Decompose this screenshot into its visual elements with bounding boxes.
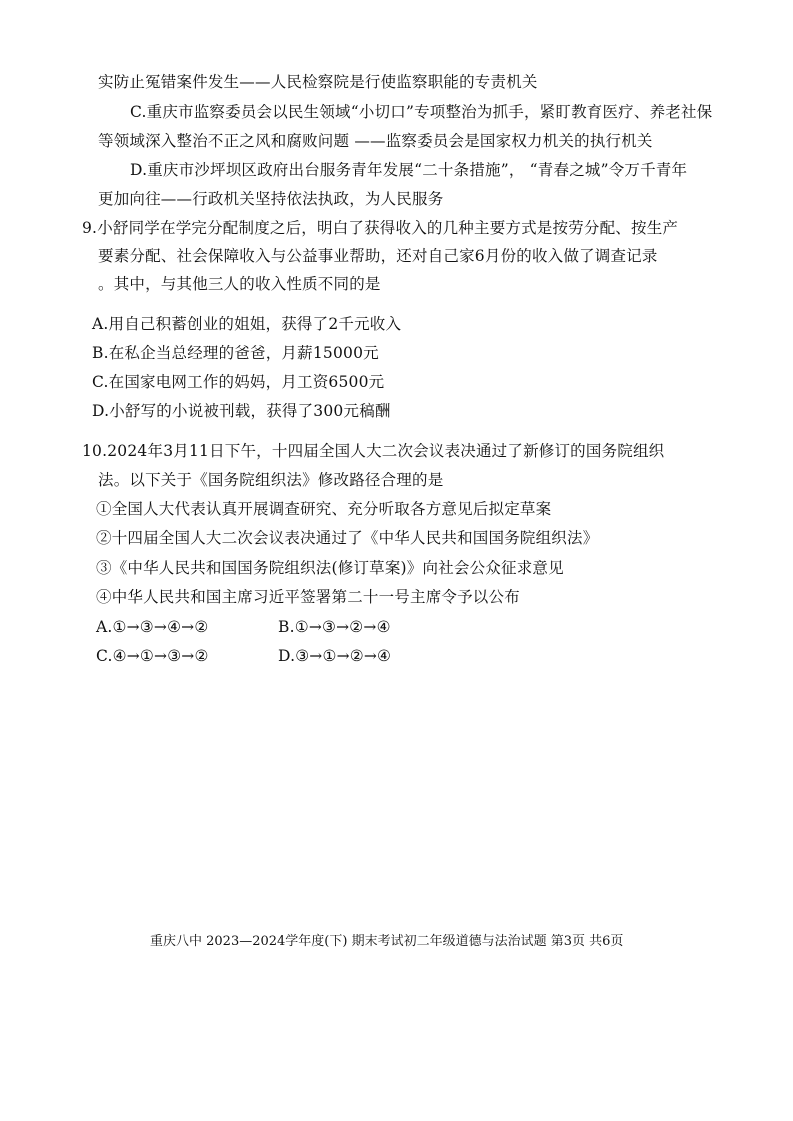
q10-option-c: C.④→①→③→② xyxy=(96,647,209,665)
q10-item-3: ③《中华人民共和国国务院组织法(修订草案)》向社会公众征求意见 xyxy=(96,559,564,577)
q9-option-b: B.在私企当总经理的爸爸，月薪15000元 xyxy=(92,344,379,362)
q8-option-c-line1: C.重庆市监察委员会以民生领域“小切口”专项整治为抓手，紧盯教育医疗、养老社保 xyxy=(130,103,713,121)
q9-stem-line1: 9.小舒同学在学完分配制度之后，明白了获得收入的几种主要方式是按劳分配、按生产 xyxy=(82,219,679,237)
q9-option-c: C.在国家电网工作的妈妈，月工资6500元 xyxy=(92,373,385,391)
q8-option-d-line2: 更加向往——行政机关坚持依法执政，为人民服务 xyxy=(98,190,444,208)
q10-stem-line1: 10.2024年3月11日下午，十四届全国人大二次会议表决通过了新修订的国务院组织 xyxy=(82,442,665,460)
q10-option-d: D.③→①→②→④ xyxy=(278,647,392,665)
q10-option-a: A.①→③→④→② xyxy=(96,618,209,636)
q10-stem-line2: 法。以下关于《国务院组织法》修改路径合理的是 xyxy=(98,471,444,489)
page-footer: 重庆八中 2023—2024学年度(下) 期末考试初二年级道德与法治试题 第3页 共6页 xyxy=(150,934,624,949)
q10-item-2: ②十四届全国人大二次会议表决通过了《中华人民共和国国务院组织法》 xyxy=(96,529,599,547)
q9-option-a: A.用自己积蓄创业的姐姐，获得了2千元收入 xyxy=(92,315,402,333)
q9-stem-line3: 。其中，与其他三人的收入性质不同的是 xyxy=(98,275,381,293)
q9-stem-line2: 要素分配、社会保障收入与公益事业帮助，还对自己家6月份的收入做了调查记录 xyxy=(98,247,658,265)
q8-option-b-line2: 实防止冤错案件发生——人民检察院是行使监察职能的专责机关 xyxy=(98,73,538,91)
q10-item-4: ④中华人民共和国主席习近平签署第二十一号主席令予以公布 xyxy=(96,588,520,606)
q10-option-b: B.①→③→②→④ xyxy=(278,618,391,636)
q8-option-d-line1: D.重庆市沙坪坝区政府出台服务青年发展“二十条措施”， “青春之城”令万千青年 xyxy=(130,161,688,179)
q8-option-c-line2: 等领域深入整治不正之风和腐败问题 ——监察委员会是国家权力机关的执行机关 xyxy=(98,132,653,150)
q10-item-1: ①全国人大代表认真开展调查研究、充分听取各方意见后拟定草案 xyxy=(96,500,552,518)
q9-option-d: D.小舒写的小说被刊载，获得了300元稿酬 xyxy=(92,402,391,420)
